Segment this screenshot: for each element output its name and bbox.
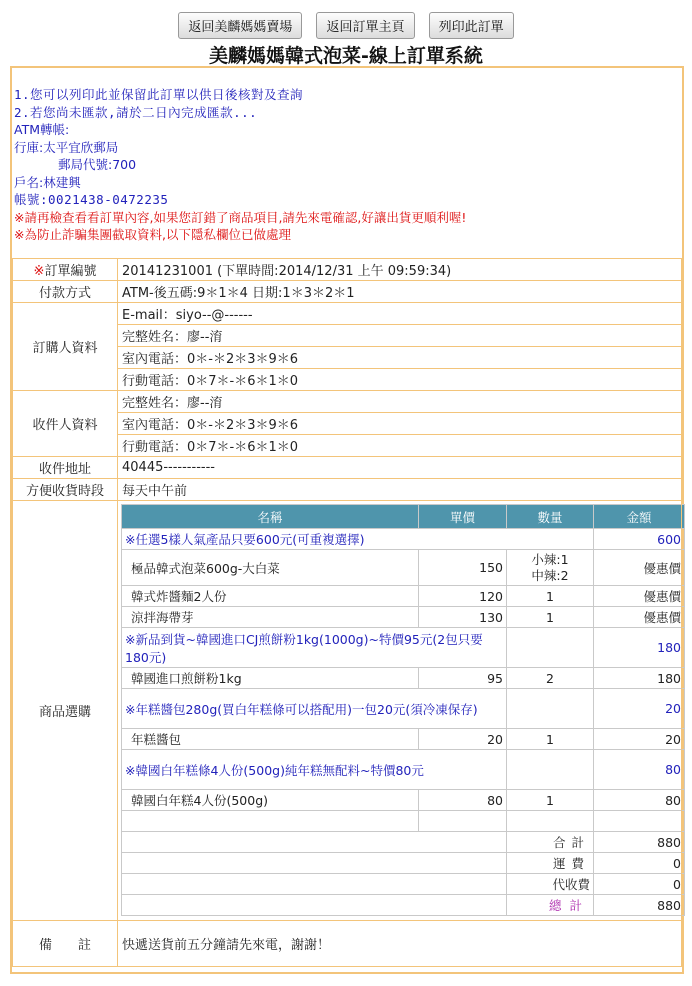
promo-amount: 600 bbox=[594, 529, 685, 550]
item-qty: 1 bbox=[507, 607, 594, 628]
item-amount: 180 bbox=[594, 668, 685, 689]
shipping-value: 0 bbox=[594, 853, 685, 874]
bank-name: 行庫:太平宜欣郵局 bbox=[14, 139, 119, 155]
order-table bbox=[12, 258, 682, 967]
address-value: 40445----------- bbox=[118, 457, 682, 479]
buyer-label: 訂購人資料 bbox=[13, 303, 118, 391]
order-number-label: ※訂單編號 bbox=[13, 259, 118, 281]
item-amount: 優惠價 bbox=[594, 607, 685, 628]
item-name: 韓國白年糕4人份(500g) bbox=[122, 790, 419, 811]
grand-total-label: 總計 bbox=[507, 895, 594, 916]
item-qty: 1 bbox=[507, 790, 594, 811]
print-order-button[interactable]: 列印此訂單 bbox=[429, 12, 514, 39]
back-to-orders-button[interactable]: 返回訂單主頁 bbox=[316, 12, 414, 39]
item-amount: 80 bbox=[594, 790, 685, 811]
note-value: 快遞送貨前五分鐘請先來電，謝謝！ bbox=[118, 921, 682, 967]
payment-value: ATM-後五碼:9＊1＊4 日期:1＊3＊2＊1 bbox=[118, 281, 682, 303]
buyer-mobile: 行動電話：0＊7＊-＊6＊1＊0 bbox=[118, 369, 682, 391]
recipient-name: 完整姓名：廖--淯 bbox=[118, 391, 682, 413]
table-row bbox=[122, 668, 685, 689]
item-amount: 優惠價 bbox=[594, 586, 685, 607]
table-row bbox=[122, 550, 685, 586]
grand-total-row bbox=[122, 895, 685, 916]
item-name: 韓式炸醬麵2人份 bbox=[122, 586, 419, 607]
header-qty: 數量 bbox=[507, 505, 594, 529]
branch-code: 郵局代號:700 bbox=[58, 157, 137, 172]
notice-block bbox=[14, 86, 466, 244]
table-row bbox=[122, 790, 685, 811]
account-number: 帳號:0021438-0472235 bbox=[14, 192, 169, 207]
delivery-time-label: 方便收貨時段 bbox=[13, 479, 118, 501]
promo-title: ※任選5樣人氣產品只要600元(可重複選擇) bbox=[122, 529, 594, 550]
item-name: 年糕醬包 bbox=[122, 729, 419, 750]
item-amount: 優惠價 bbox=[594, 550, 685, 586]
notice-line-1: 1.您可以列印此並保留此訂單以供日後核對及查詢 bbox=[14, 87, 304, 102]
promo-row bbox=[122, 689, 685, 729]
subtotal-row bbox=[122, 832, 685, 853]
item-qty: 1 bbox=[507, 586, 594, 607]
promo-amount: 180 bbox=[594, 628, 685, 668]
shipping-label: 運費 bbox=[507, 853, 594, 874]
subtotal-value: 880 bbox=[594, 832, 685, 853]
address-label: 收件地址 bbox=[13, 457, 118, 479]
item-qty: 1 bbox=[507, 729, 594, 750]
products-label: 商品選購 bbox=[13, 501, 118, 921]
table-row bbox=[122, 729, 685, 750]
back-to-shop-button[interactable]: 返回美麟媽媽賣場 bbox=[178, 12, 302, 39]
table-row bbox=[122, 586, 685, 607]
promo-amount: 80 bbox=[594, 750, 685, 790]
promo-row bbox=[122, 628, 685, 668]
table-row bbox=[122, 607, 685, 628]
promo-amount: 20 bbox=[594, 689, 685, 729]
buyer-name: 完整姓名：廖--淯 bbox=[118, 325, 682, 347]
item-price: 20 bbox=[419, 729, 507, 750]
shipping-row bbox=[122, 853, 685, 874]
recipient-phone: 室內電話：0＊-＊2＊3＊9＊6 bbox=[118, 413, 682, 435]
item-name: 極品韓式泡菜600g-大白菜 bbox=[122, 550, 419, 586]
item-qty: 小辣:1 中辣:2 bbox=[507, 550, 594, 586]
item-qty: 2 bbox=[507, 668, 594, 689]
order-number-value: 20141231001 (下單時間:2014/12/31 上午 09:59:34) bbox=[118, 259, 682, 281]
buyer-email: E-mail：siyo--@------ bbox=[118, 303, 682, 325]
account-name: 戶名:林建興 bbox=[14, 174, 81, 190]
notice-line-2: 2.若您尚未匯款,請於二日內完成匯款... bbox=[14, 104, 258, 120]
item-name: 韓國進口煎餅粉1kg bbox=[122, 668, 419, 689]
note-label: 備 註 bbox=[13, 921, 118, 967]
required-star: ※ bbox=[33, 264, 45, 279]
item-price: 80 bbox=[419, 790, 507, 811]
promo-title: ※年糕醬包280g(買白年糕條可以搭配用)一包20元(須冷凍保存) bbox=[122, 689, 507, 729]
cod-value: 0 bbox=[594, 874, 685, 895]
atm-label: ATM轉帳: bbox=[14, 122, 70, 137]
empty-row bbox=[122, 811, 685, 832]
buyer-phone: 室內電話：0＊-＊2＊3＊9＊6 bbox=[118, 347, 682, 369]
header-name: 名稱 bbox=[122, 505, 419, 529]
subtotal-label: 合計 bbox=[507, 832, 594, 853]
item-price: 120 bbox=[419, 586, 507, 607]
promo-title: ※新品到貨~韓國進口CJ煎餅粉1kg(1000g)~特價95元(2包只要180元) bbox=[122, 628, 507, 668]
page-title: 美麟媽媽韓式泡菜-線上訂單系統 bbox=[209, 45, 483, 67]
item-amount: 20 bbox=[594, 729, 685, 750]
payment-label: 付款方式 bbox=[13, 281, 118, 303]
promo-row bbox=[122, 529, 685, 550]
item-price: 130 bbox=[419, 607, 507, 628]
promo-row bbox=[122, 750, 685, 790]
cod-row bbox=[122, 874, 685, 895]
top-toolbar bbox=[0, 12, 692, 39]
promo-title: ※韓國白年糕條4人份(500g)純年糕無配料~特價80元 bbox=[122, 750, 507, 790]
recipient-mobile: 行動電話：0＊7＊-＊6＊1＊0 bbox=[118, 435, 682, 457]
recipient-label: 收件人資料 bbox=[13, 391, 118, 457]
item-price: 150 bbox=[419, 550, 507, 586]
order-number-row bbox=[13, 259, 682, 281]
header-price: 單價 bbox=[419, 505, 507, 529]
warning-privacy: ※為防止詐騙集團截取資料,以下隱私欄位已做處理 bbox=[14, 227, 291, 242]
header-amount: 金額 bbox=[594, 505, 685, 529]
item-name: 涼拌海帶芽 bbox=[122, 607, 419, 628]
warning-check-order: ※請再檢查看看訂單內容,如果您訂錯了商品項目,請先來電確認,好讓出貨更順利喔! bbox=[14, 209, 467, 225]
grand-total-value: 880 bbox=[594, 895, 685, 916]
item-price: 95 bbox=[419, 668, 507, 689]
cod-label: 代收費 bbox=[507, 874, 594, 895]
delivery-time-value: 每天中午前 bbox=[118, 479, 682, 501]
products-cell bbox=[118, 501, 682, 921]
products-table bbox=[121, 504, 685, 916]
payment-row bbox=[13, 281, 682, 303]
products-header-row bbox=[122, 505, 685, 529]
